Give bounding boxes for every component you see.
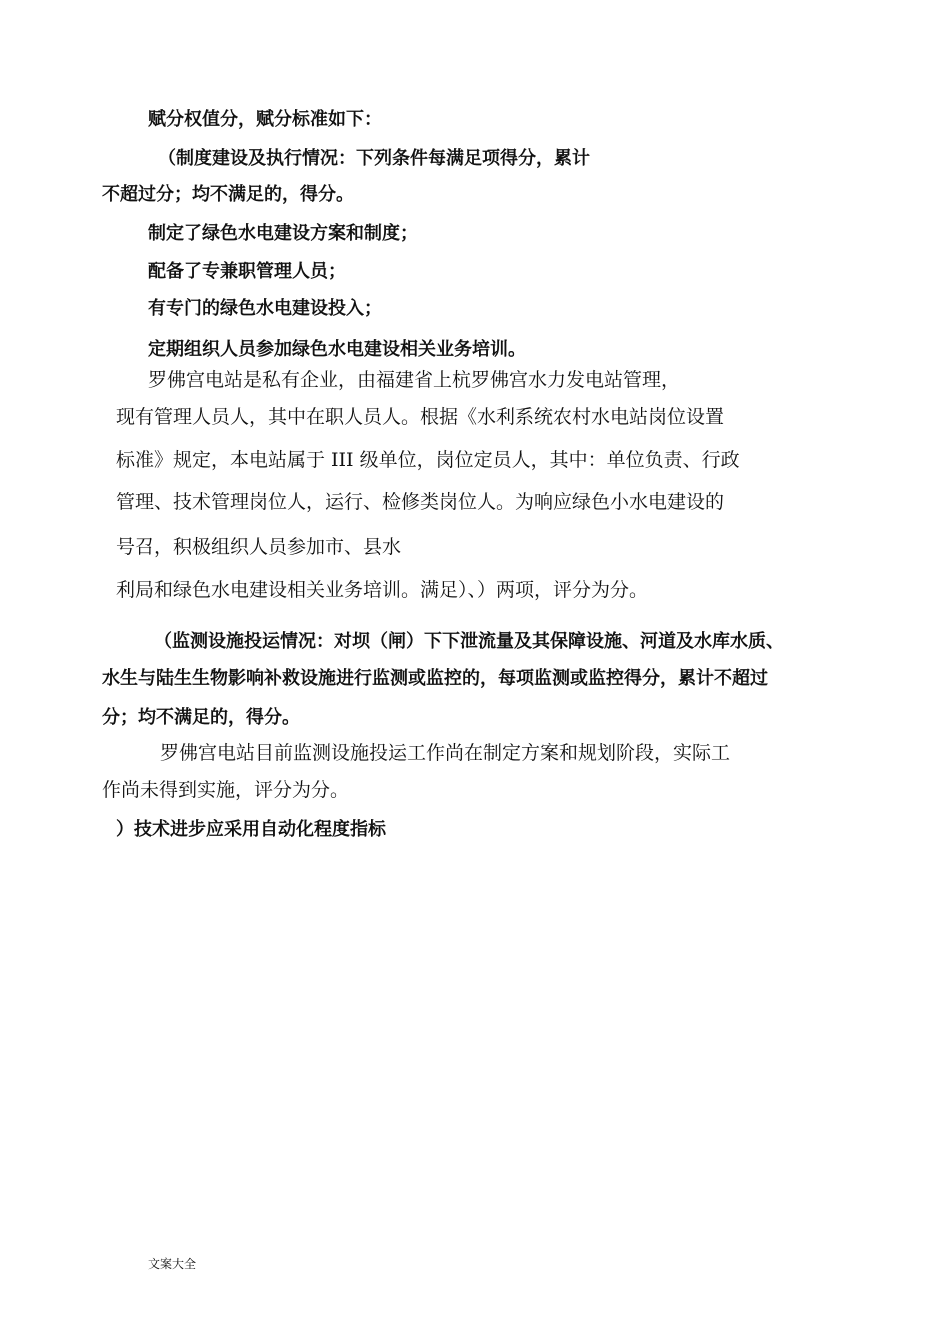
paragraph-station-intro: 罗佛宫电站是私有企业，由福建省上杭罗佛宫水力发电站管理， [148, 369, 681, 391]
paragraph-monitoring-end: 分；均不满足的，得分。 [102, 707, 300, 728]
paragraph-station-line6: 利局和绿色水电建设相关业务培训。满足）、）两项，评分为分。 [116, 579, 649, 601]
paragraph-system-construction-cont: 不超过分；均不满足的，得分。 [102, 184, 354, 205]
list-item-investment: 有专门的绿色水电建设投入； [148, 298, 382, 319]
paragraph-monitoring-status: 罗佛宫电站目前监测设施投运工作尚在制定方案和规划阶段，实际工 [160, 742, 731, 764]
section-heading-tech-progress: ）技术进步应采用自动化程度指标 [116, 819, 386, 840]
paragraph-monitoring-status-cont: 作尚未得到实施，评分为分。 [102, 779, 350, 801]
list-item-staff: 配备了专兼职管理人员； [148, 261, 346, 282]
paragraph-system-construction: （制度建设及执行情况：下列条件每满足项得分，累计 [158, 148, 590, 169]
paragraph-monitoring: （监测设施投运情况：对坝（闸）下下泄流量及其保障设施、河道及水库水质、 [154, 631, 784, 652]
paragraph-scoring-intro: 赋分权值分，赋分标准如下： [148, 109, 382, 130]
paragraph-station-line4: 管理、技术管理岗位人，运行、检修类岗位人。为响应绿色小水电建设的 [116, 491, 725, 513]
paragraph-station-line5: 号召，积极组织人员参加市、县水 [116, 536, 402, 558]
paragraph-monitoring-cont: 水生与陆生生物影响补救设施进行监测或监控的，每项监测或监控得分，累计不超过 [102, 668, 768, 689]
list-item-training: 定期组织人员参加绿色水电建设相关业务培训。 [148, 339, 526, 360]
paragraph-station-line2: 现有管理人员人，其中在职人员人。根据《水利系统农村水电站岗位设置 [116, 406, 725, 428]
paragraph-station-line3: 标准》规定，本电站属于 III 级单位，岗位定员人，其中：单位负责、行政 [116, 449, 740, 471]
page-footer: 文案大全 [148, 1257, 197, 1271]
list-item-plan: 制定了绿色水电建设方案和制度； [148, 223, 418, 244]
